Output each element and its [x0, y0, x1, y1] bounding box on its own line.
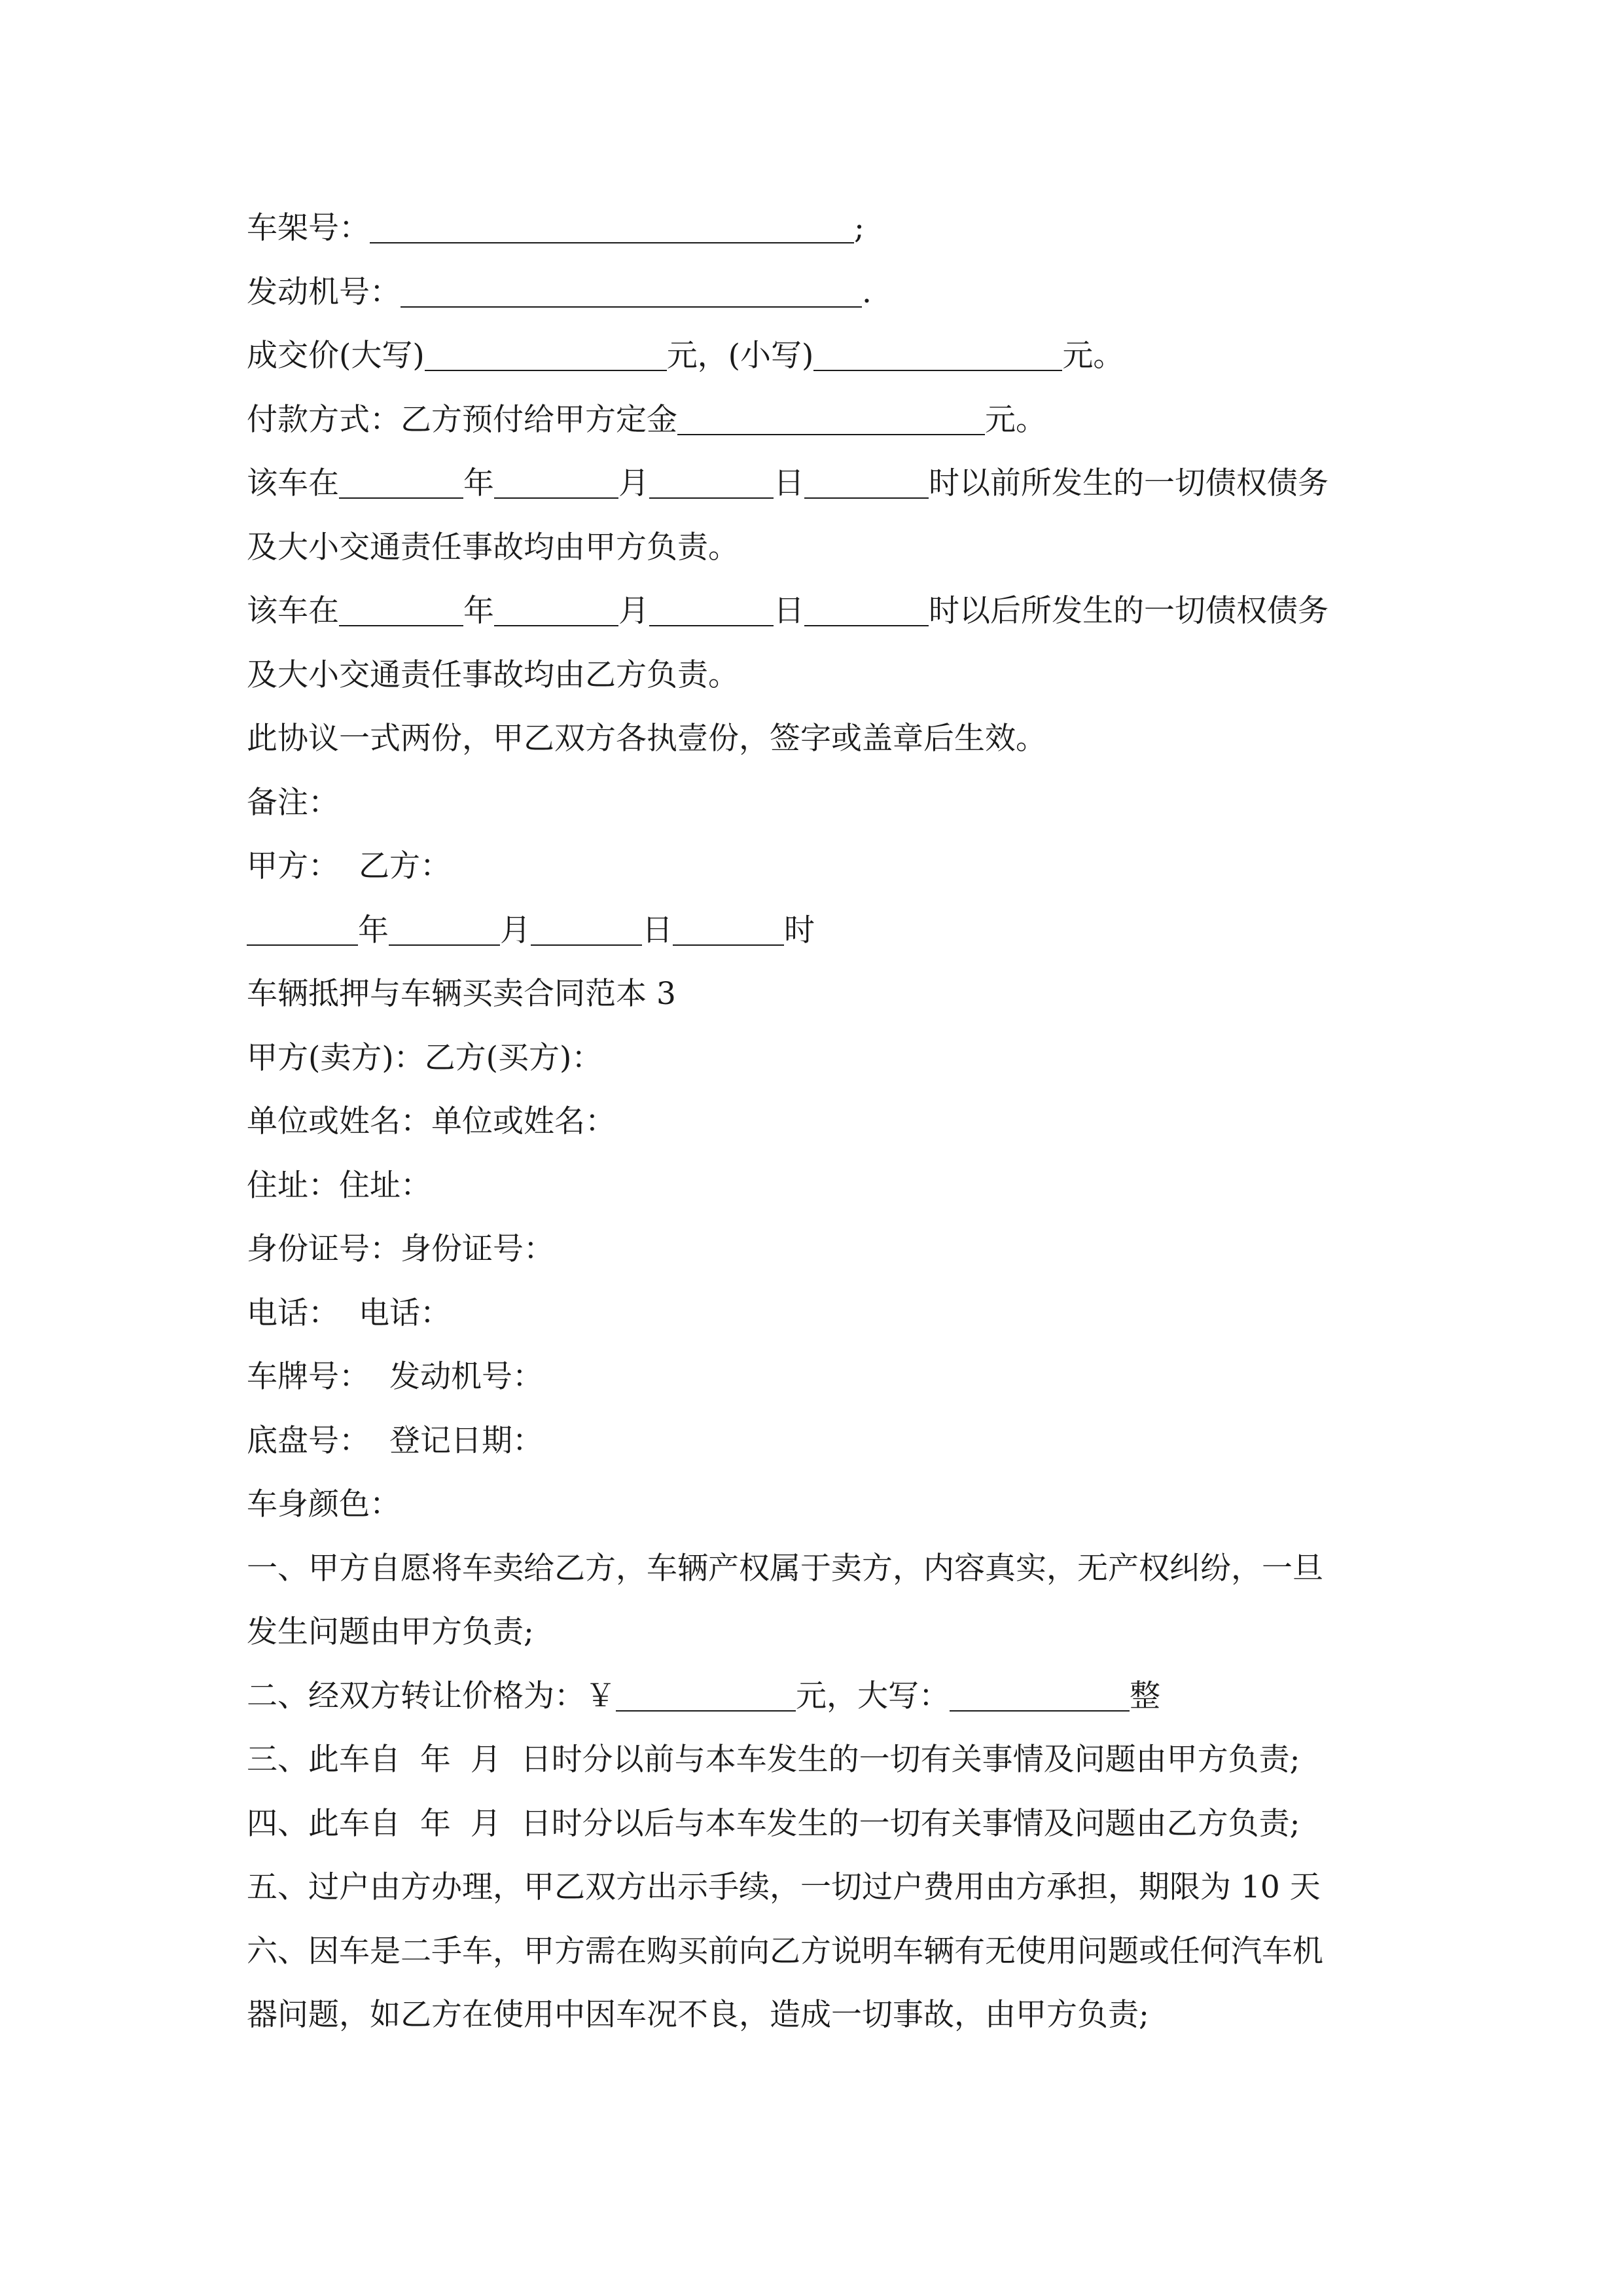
label: 时以后所发生的一切债权债务: [929, 593, 1329, 629]
frame-number-line: [247, 196, 1405, 260]
label: 电话：: [247, 1295, 339, 1331]
label: 时: [784, 912, 815, 948]
punct: ;: [854, 210, 865, 246]
text: 四、此车自 年 月 日时分以后与本车发生的一切有关事情及问题由乙方负责;: [247, 1805, 1300, 1842]
punct: .: [862, 274, 872, 310]
label: 该车在: [247, 465, 339, 501]
clause-2: [247, 1664, 1405, 1729]
address-line: [247, 1154, 1405, 1218]
label: 元。: [1062, 338, 1124, 374]
payment-line: [247, 388, 1405, 452]
label: 付款方式：乙方预付给甲方定金: [247, 401, 677, 438]
fill-blank: [247, 914, 358, 946]
contract-text: [247, 196, 1405, 2047]
fill-blank: [425, 340, 667, 371]
label: 发动机号：: [247, 274, 401, 310]
clause-4: [247, 1792, 1405, 1856]
label: 发动机号：: [389, 1359, 543, 1395]
fill-blank: [804, 595, 929, 626]
text: 六、因车是二手车，甲方需在购买前向乙方说明车辆有无使用问题或任何汽车机: [247, 1933, 1323, 1969]
after-date-line: [247, 579, 1405, 643]
label: 乙方：: [359, 848, 451, 884]
label: 车身颜色：: [247, 1486, 401, 1522]
name-line: [247, 1090, 1405, 1154]
label: 元。: [985, 401, 1046, 438]
fill-blank: [339, 595, 463, 626]
label: 日: [774, 593, 804, 629]
price-line: [247, 324, 1405, 388]
text: 及大小交通责任事故均由甲方负责。: [247, 529, 739, 565]
label: 该车在: [247, 593, 339, 629]
parties-signature-line: [247, 834, 1405, 899]
before-date-line: [247, 452, 1405, 516]
text: 三、此车自 年 月 日时分以前与本车发生的一切有关事情及问题由甲方负责;: [247, 1742, 1300, 1778]
clause-1: [247, 1537, 1405, 1601]
label: 二、经双方转让价格为：￥: [247, 1677, 616, 1714]
fill-blank: [370, 212, 854, 243]
plate-engine-line: [247, 1345, 1405, 1409]
text: 五、过户由方办理，甲乙双方出示手续，一切过户费用由方承担，期限为 10 天: [247, 1869, 1321, 1905]
label: 底盘号：: [247, 1422, 370, 1459]
label: 备注：: [247, 784, 339, 821]
chassis-registration-line: [247, 1409, 1405, 1473]
fill-blank: [677, 404, 985, 435]
fill-blank: [494, 467, 618, 499]
clause-5: [247, 1856, 1405, 1920]
fill-blank: [531, 914, 642, 946]
party-roles-line: [247, 1026, 1405, 1090]
fill-blank: [401, 276, 862, 308]
text: 车辆抵押与车辆买卖合同范本 3: [247, 976, 676, 1012]
label: 车架号：: [247, 210, 370, 246]
label: 身份证号：身份证号：: [247, 1231, 554, 1267]
fill-blank: [649, 467, 774, 499]
remarks-line: [247, 771, 1405, 835]
label: 日: [774, 465, 804, 501]
label: 单位或姓名：单位或姓名：: [247, 1103, 616, 1139]
text: 及大小交通责任事故均由乙方负责。: [247, 656, 739, 693]
fill-blank: [616, 1680, 796, 1712]
label: 年: [463, 593, 494, 629]
fill-blank: [950, 1680, 1130, 1712]
label: 年: [463, 465, 494, 501]
fill-blank: [339, 467, 463, 499]
text: 此协议一式两份，甲乙双方各执壹份，签字或盖章后生效。: [247, 721, 1046, 757]
label: 元，大写：: [796, 1677, 950, 1714]
phone-line: [247, 1282, 1405, 1346]
id-number-line: [247, 1217, 1405, 1282]
fill-blank: [494, 595, 618, 626]
label: 元，(小写): [666, 338, 814, 374]
text: 发生问题由甲方负责;: [247, 1614, 534, 1650]
text: 一、甲方自愿将车卖给乙方，车辆产权属于卖方，内容真实，无产权纠纷，一旦: [247, 1550, 1323, 1587]
fill-blank: [673, 914, 784, 946]
label: 日: [642, 912, 673, 948]
label: 成交价(大写): [247, 338, 425, 374]
label: 车牌号：: [247, 1359, 370, 1395]
fill-blank: [389, 914, 500, 946]
fill-blank: [804, 467, 929, 499]
label: 月: [618, 465, 649, 501]
clause-1-cont: [247, 1600, 1405, 1664]
label: 电话：: [359, 1295, 451, 1331]
label: 月: [618, 593, 649, 629]
label: 时以前所发生的一切债权债务: [929, 465, 1329, 501]
label: 住址：住址：: [247, 1167, 431, 1204]
label: 年: [358, 912, 389, 948]
fill-blank: [649, 595, 774, 626]
label: 甲方：: [247, 848, 339, 884]
clause-3: [247, 1728, 1405, 1792]
fill-blank: [813, 340, 1062, 371]
paragraph-line: [247, 643, 1405, 708]
body-color-line: [247, 1473, 1405, 1537]
section-title: [247, 962, 1405, 1026]
engine-number-line: [247, 260, 1405, 325]
paragraph-line: [247, 707, 1405, 771]
label: 月: [500, 912, 531, 948]
label: 整: [1130, 1677, 1160, 1714]
clause-6-cont: [247, 1983, 1405, 2047]
clause-6: [247, 1920, 1405, 1984]
text: 器问题，如乙方在使用中因车况不良，造成一切事故，由甲方负责;: [247, 1997, 1149, 2033]
label: 登记日期：: [389, 1422, 543, 1459]
signing-date-line: [247, 899, 1405, 963]
paragraph-line: [247, 516, 1405, 580]
label: 甲方(卖方)：乙方(买方)：: [247, 1039, 603, 1076]
